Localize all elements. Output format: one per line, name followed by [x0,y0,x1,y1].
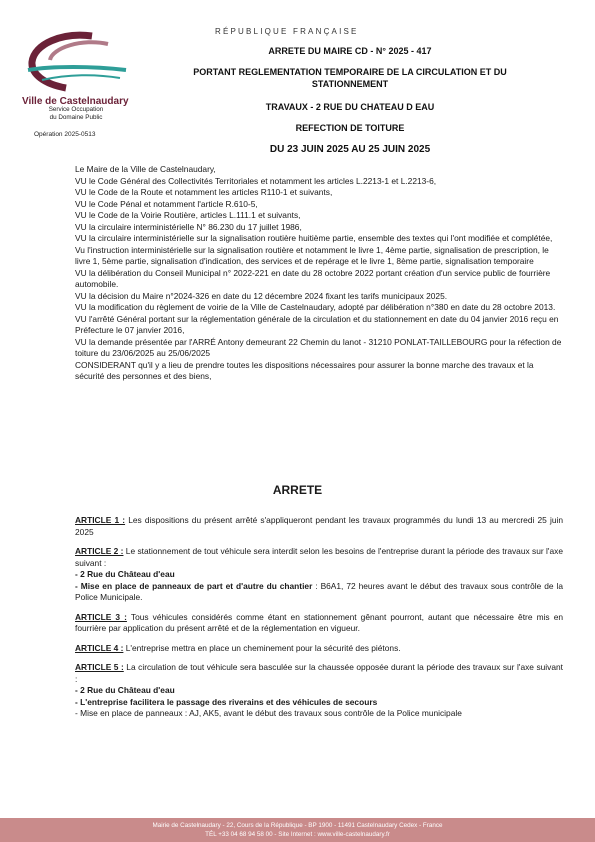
article-line: - 2 Rue du Château d'eau [75,685,175,695]
article-line: - L'entreprise facilitera le passage des riverains et des véhicules de secours [75,696,378,707]
articles-section [75,515,563,728]
article-text: La circulation de tout véhicule sera basculée sur la chaussée opposée durant la période des travaux sur l'axe suivant : [75,662,563,684]
article-5 [75,662,563,720]
arrete-heading: ARRETE [272,483,323,497]
preamble-line: VU la décision du Maire n°2024-326 en date du 12 décembre 2024 fixant les tarifs municipaux 2025. [75,290,448,301]
preamble-line: Le Maire de la Ville de Castelnaudary, [75,164,216,174]
preamble-line: Vu l'instruction interministérielle sur la signalisation routière et notamment le livre 1, 4ème partie, signalisation de prescription, le livre 1, 5ème partie, signalisation d'indication, des services et de repérage et le livre 1, 8ème partie, signalisation temporaire [75,244,549,266]
article-2 [75,546,563,604]
preamble-line: VU le Code Pénal et notamment l'article R.610-5, [75,198,258,209]
republic-heading: RÉPUBLIQUE FRANÇAISE [215,27,359,36]
decree-title: PORTANT REGLEMENTATION TEMPORAIRE DE LA CIRCULATION ET DU STATIONNEMENT [193,67,507,89]
article-4 [75,643,563,655]
article-label: ARTICLE 4 : [75,642,124,653]
footer [0,818,595,842]
article-1 [75,515,563,538]
preamble [75,164,563,383]
footer-address: Mairie de Castelnaudary - 22, Cours de la République - BP 1900 - 11491 Castelnaudary Cedex - France [152,822,443,829]
city-logo [22,30,134,96]
article-line: - 2 Rue du Château d'eau [75,569,175,579]
footer-contact: TÉL +33 04 68 94 58 00 - Site Internet : www.ville-castelnaudary.fr [205,831,390,838]
preamble-line: VU le Code de la Voirie Routière, articles L.111.1 et suivants, [75,210,301,220]
article-label: ARTICLE 5 : [75,662,124,672]
works-dates: DU 23 JUIN 2025 AU 25 JUIN 2025 [269,144,431,155]
preamble-line: CONSIDERANT qu'il y a lieu de prendre toutes les dispositions nécessaires pour assurer la bonne marche des travaux et la sécurité des personnes et des biens, [75,359,534,381]
city-name: Ville de Castelnaudary [22,96,129,107]
service-name: Service Occupation du Domaine Public [48,106,104,121]
preamble-line: VU la circulaire interministérielle sur la signalisation routière huitième partie, ensemble des textes qui l'ont modifiée et complétée, [75,233,553,243]
preamble-line: VU la circulaire interministérielle N° 86.230 du 17 juillet 1986, [75,221,302,232]
preamble-line: VU la demande présentée par l'ARRÉ Antony demeurant 22 Chemin du lanot - 31210 PONLAT-TAILLEBOURG pour la réfection de toiture du 23/06/2025 au 25/06/2025 [75,336,562,358]
preamble-line: VU la délibération du Conseil Municipal n° 2022-221 en date du 28 octobre 2022 portant création d'un service public de fourrière automobile. [75,267,551,289]
article-text: Le stationnement de tout véhicule sera interdit selon les besoins de l'entreprise durant la période des travaux sur l'axe suivant : [75,546,563,568]
preamble-line: VU l'arrêté Général portant sur la réglementation générale de la circulation et du stationnement en date du 04 janvier 2016 reçu en Préfecture le 07 janvier 2016, [75,313,559,335]
preamble-line: VU le Code de la Route et notamment les articles R110-1 et suivants, [75,187,333,197]
article-text: Les dispositions du présent arrêté s'appliqueront pendant les travaux programmés du lundi 13 au mercredi 25 juin 2025 [75,515,564,537]
article-line: - Mise en place de panneaux de part et d'autre du chantier : B6A1, 72 heures avant le début des travaux sous contrôle de la Police Municipale. [75,580,563,602]
operation-number: Opération 2025-0513 [34,131,96,138]
works-object: REFECTION DE TOITURE [295,123,405,133]
article-text: Tous véhicules considérés comme étant en stationnement gênant pourront, autant que nécessaire être mis en fourrière par application du présent arrêté et de la réglementation en vigueur. [75,611,564,633]
preamble-line: VU la modification du règlement de voirie de la Ville de Castelnaudary, adopté par délibération n°380 en date du 28 octobre 2013. [75,302,556,312]
article-text: L'entreprise mettra en place un cheminement pour la sécurité des piétons. [123,642,401,653]
preamble-line: VU le Code Général des Collectivités Territoriales et notamment les articles L.2213-1 et L.2213-6, [75,175,437,186]
decree-number: ARRETE DU MAIRE CD - N° 2025 - 417 [268,46,432,56]
article-line: - Mise en place de panneaux : AJ, AK5, avant le début des travaux sous contrôle de la Police municipale [75,708,462,718]
article-label: ARTICLE 1 : [75,515,126,525]
works-location: TRAVAUX - 2 RUE DU CHATEAU D EAU [265,102,435,112]
article-3 [75,612,563,635]
article-label: ARTICLE 3 : [75,611,127,622]
article-label: ARTICLE 2 : [75,546,124,556]
